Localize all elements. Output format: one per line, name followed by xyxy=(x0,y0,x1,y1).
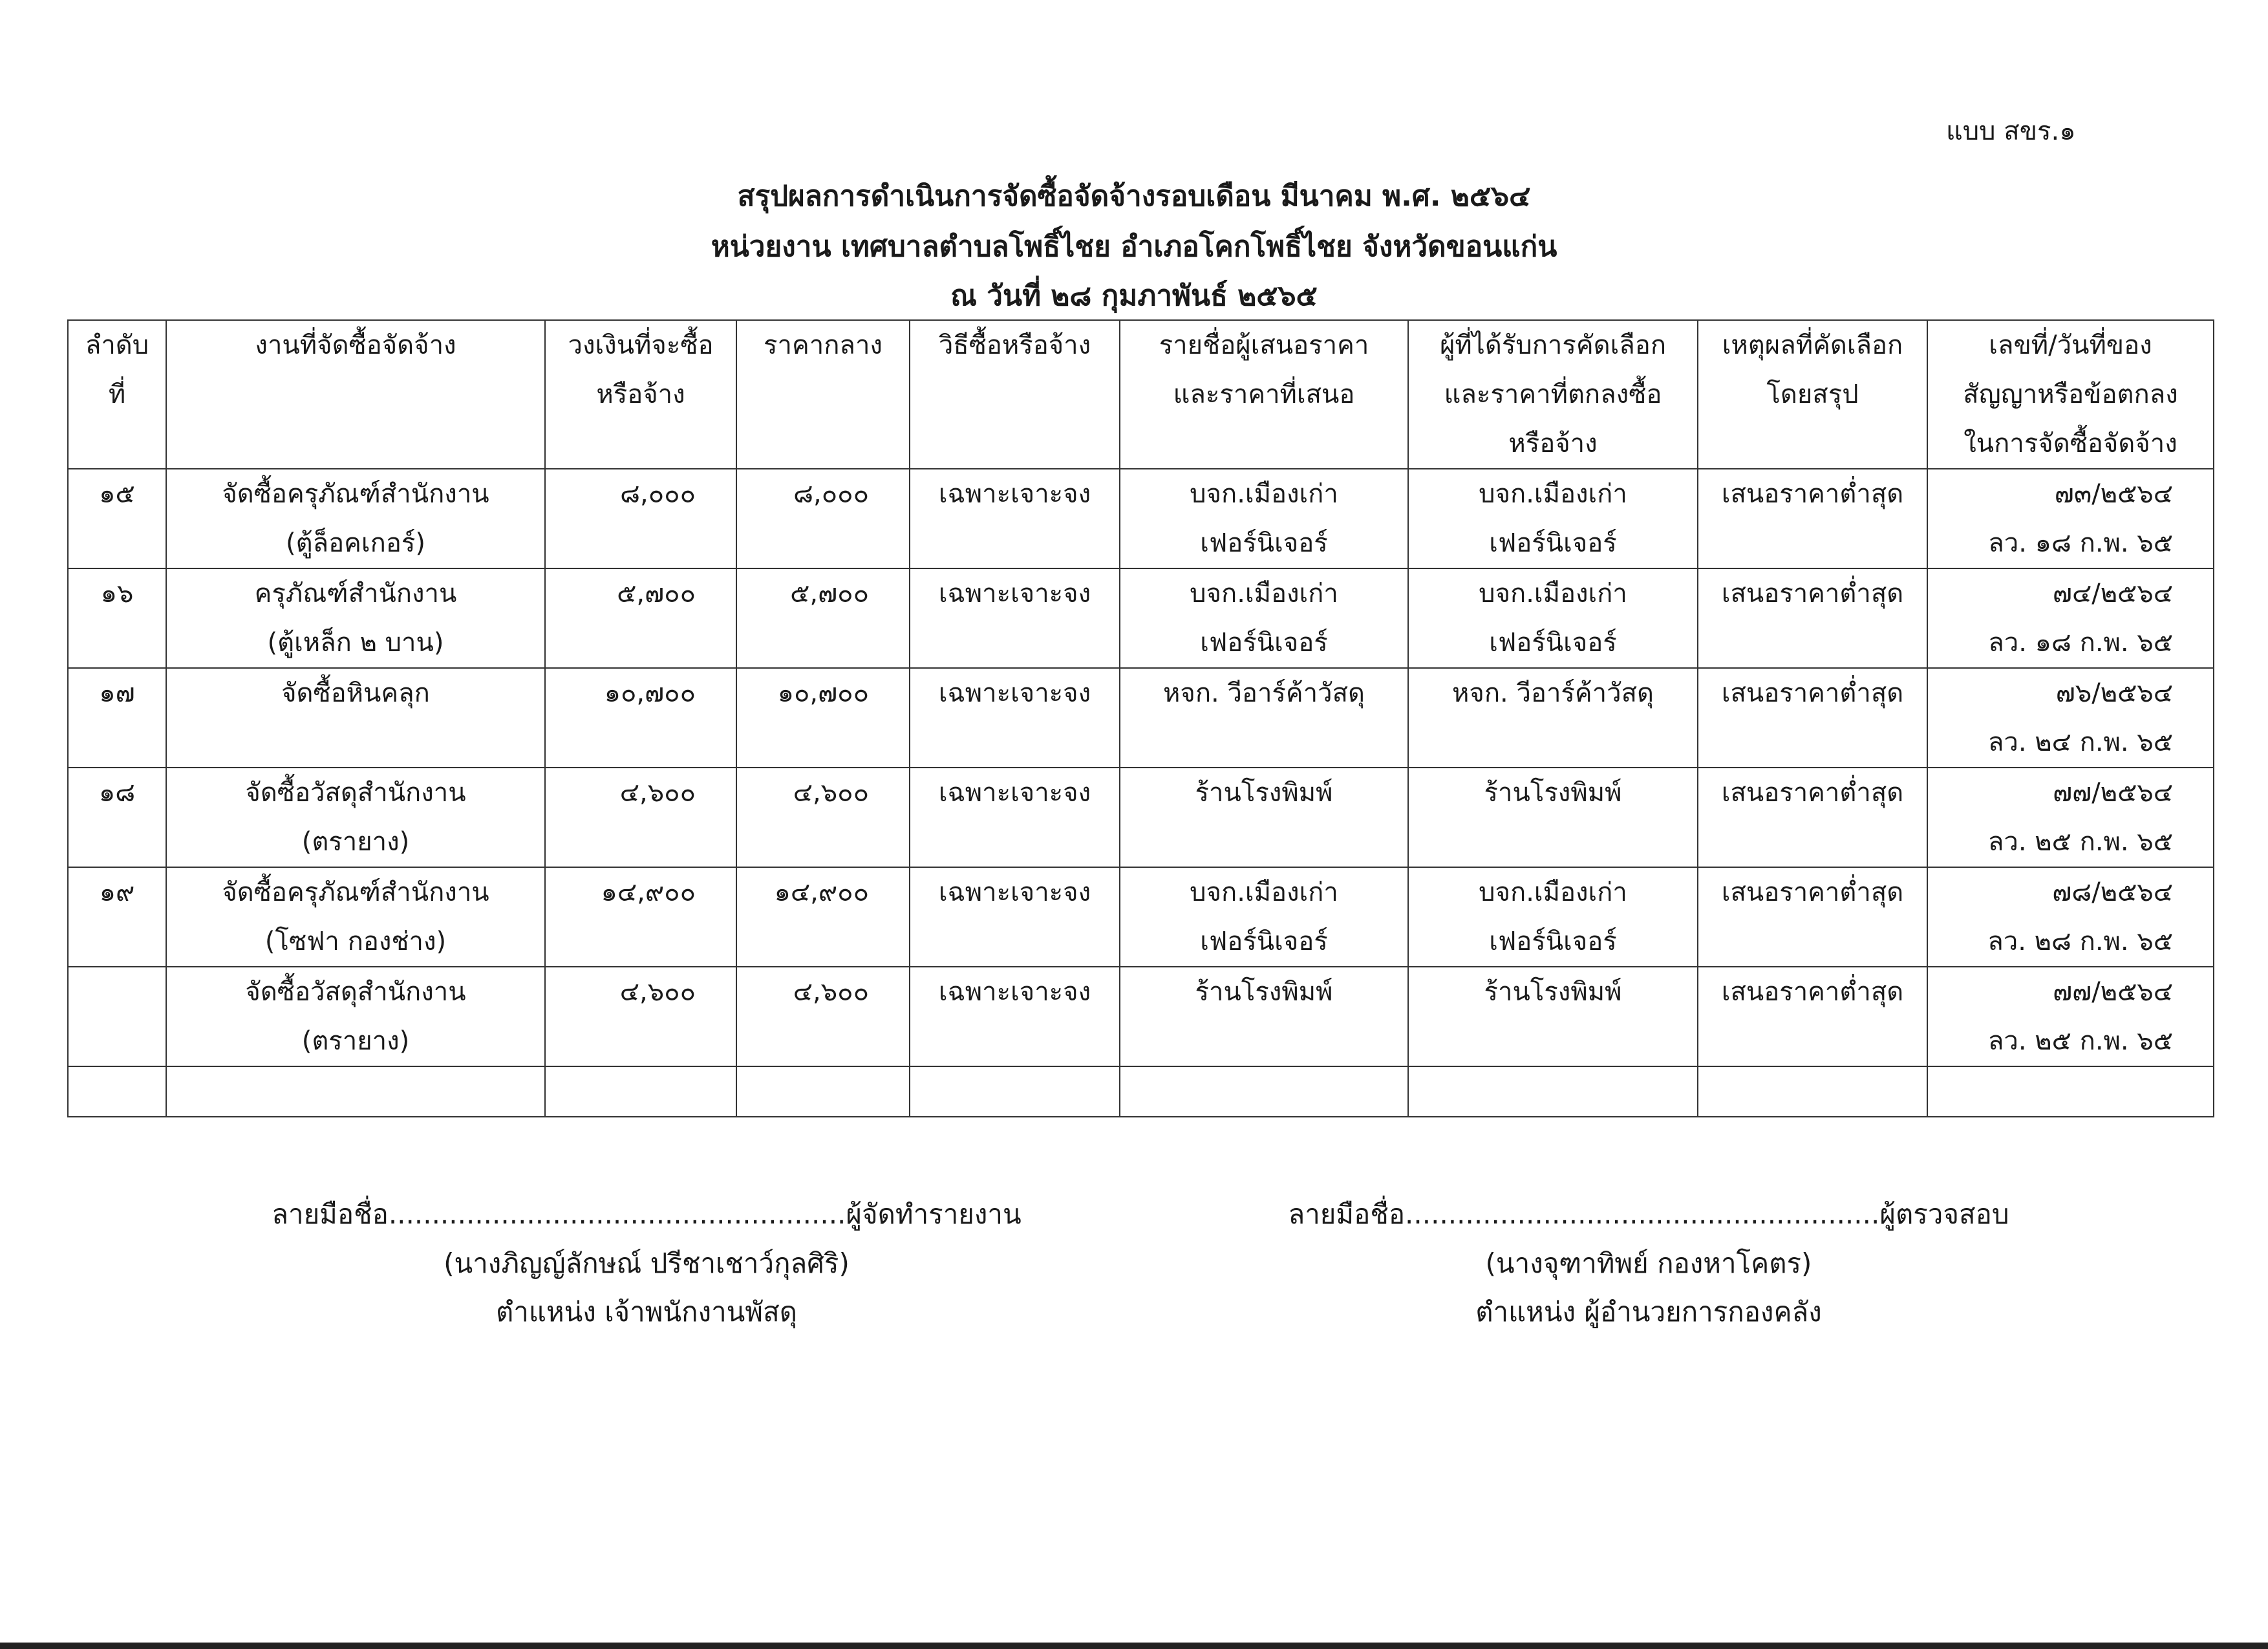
cell-work-line: จัดซื้อหินคลุก xyxy=(281,678,430,708)
column-header xyxy=(1698,320,1927,469)
cell-work-line: (ตู้ล็อคเกอร์) xyxy=(286,528,425,558)
cell-bidders xyxy=(1120,867,1408,967)
cell-work-line: (ตู้เหล็ก ๒ บาน) xyxy=(267,628,444,658)
column-header xyxy=(68,320,166,469)
cell-contract-line: ๗๗/๒๕๖๔ xyxy=(2053,778,2173,808)
signature-line: ลายมือชื่อ.....................................................ผู้จัดทำรายงาน xyxy=(272,1198,1022,1230)
cell-contract xyxy=(1927,867,2214,967)
column-header-text: งานที่จัดซื้อจัดจ้าง xyxy=(255,330,456,360)
empty-cell xyxy=(1408,1066,1698,1117)
cell-work xyxy=(166,768,545,867)
column-header-text: เหตุผลที่คัดเลือก xyxy=(1722,330,1903,360)
bottom-edge-rule xyxy=(0,1643,2268,1649)
cell-budget: ๔,๖๐๐ xyxy=(545,768,736,867)
signer-name: (นางจุฑาทิพย์ กองหาโคตร) xyxy=(1485,1247,1812,1279)
cell-work-line: (ตรายาง) xyxy=(301,1026,410,1056)
empty-cell xyxy=(166,1066,545,1117)
column-header-text: สัญญาหรือข้อตกลง xyxy=(1963,380,2178,409)
cell-work xyxy=(166,469,545,568)
column-header xyxy=(166,320,545,469)
column-header-text: และราคาที่ตกลงซื้อ xyxy=(1444,380,1662,409)
cell-work xyxy=(166,568,545,668)
cell-contract xyxy=(1927,668,2214,768)
cell-contract-line: ลว. ๑๘ ก.พ. ๖๕ xyxy=(1988,628,2173,658)
cell-contract-line: ๗๘/๒๕๖๔ xyxy=(2052,878,2173,907)
cell-bidders-line: ร้านโรงพิมพ์ xyxy=(1195,977,1333,1007)
cell-work-line: (โซฟา กองช่าง) xyxy=(264,927,447,956)
column-header-text: ราคากลาง xyxy=(764,330,883,360)
cell-median-price: ๑๔,๙๐๐ xyxy=(736,867,910,967)
report-date: ณ วันที่ ๒๘ กุมภาพันธ์ ๒๕๖๕ xyxy=(950,279,1318,312)
table-row xyxy=(68,768,2214,867)
cell-work-line: จัดซื้อครุภัณฑ์สำนักงาน xyxy=(222,878,489,907)
cell-bidders-line: เฟอร์นิเจอร์ xyxy=(1200,628,1328,658)
empty-cell xyxy=(1927,1066,2214,1117)
empty-cell xyxy=(910,1066,1120,1117)
table-row xyxy=(68,469,2214,568)
cell-budget: ๕,๗๐๐ xyxy=(545,568,736,668)
column-header-text: ที่ xyxy=(108,380,126,409)
cell-bidders-line: บจก.เมืองเก่า xyxy=(1190,479,1338,509)
cell-work-line: ครุภัณฑ์สำนักงาน xyxy=(254,579,457,609)
column-header-text: เลขที่/วันที่ของ xyxy=(1989,330,2152,360)
cell-median-price: ๑๐,๗๐๐ xyxy=(736,668,910,768)
cell-selected-line: บจก.เมืองเก่า xyxy=(1479,579,1627,609)
cell-bidders-line: เฟอร์นิเจอร์ xyxy=(1200,528,1328,558)
cell-selected xyxy=(1408,768,1698,867)
cell-no xyxy=(68,967,166,1066)
cell-selected-line: ร้านโรงพิมพ์ xyxy=(1484,778,1622,808)
cell-reason: เสนอราคาต่ำสุด xyxy=(1698,768,1927,867)
cell-reason: เสนอราคาต่ำสุด xyxy=(1698,668,1927,768)
cell-bidders xyxy=(1120,469,1408,568)
column-header xyxy=(545,320,736,469)
column-header xyxy=(736,320,910,469)
cell-contract xyxy=(1927,967,2214,1066)
cell-median-price: ๘,๐๐๐ xyxy=(736,469,910,568)
signer-position: ตำแหน่ง ผู้อำนวยการกองคลัง xyxy=(1475,1296,1822,1328)
cell-budget: ๘,๐๐๐ xyxy=(545,469,736,568)
cell-bidders xyxy=(1120,568,1408,668)
cell-reason: เสนอราคาต่ำสุด xyxy=(1698,867,1927,967)
procurement-table xyxy=(67,319,2214,1117)
cell-no: ๑๘ xyxy=(68,768,166,867)
cell-work-line: จัดซื้อวัสดุสำนักงาน xyxy=(245,778,466,808)
cell-no: ๑๕ xyxy=(68,469,166,568)
cell-median-price: ๔,๖๐๐ xyxy=(736,768,910,867)
cell-method: เฉพาะเจาะจง xyxy=(910,568,1120,668)
cell-contract xyxy=(1927,568,2214,668)
cell-median-price: ๔,๖๐๐ xyxy=(736,967,910,1066)
cell-no: ๑๖ xyxy=(68,568,166,668)
column-header-text: ในการจัดซื้อจัดจ้าง xyxy=(1963,429,2177,458)
cell-median-price: ๕,๗๐๐ xyxy=(736,568,910,668)
cell-contract-line: ลว. ๑๘ ก.พ. ๖๕ xyxy=(1988,528,2173,558)
cell-budget: ๔,๖๐๐ xyxy=(545,967,736,1066)
cell-contract-line: ๗๖/๒๕๖๔ xyxy=(2055,678,2173,708)
empty-cell xyxy=(545,1066,736,1117)
cell-bidders xyxy=(1120,768,1408,867)
cell-reason: เสนอราคาต่ำสุด xyxy=(1698,568,1927,668)
cell-contract-line: ลว. ๒๕ ก.พ. ๖๕ xyxy=(1987,1026,2173,1056)
column-header xyxy=(910,320,1120,469)
cell-selected-line: เฟอร์นิเจอร์ xyxy=(1489,628,1617,658)
column-header-text: และราคาที่เสนอ xyxy=(1173,380,1355,409)
cell-bidders-line: บจก.เมืองเก่า xyxy=(1190,878,1338,907)
cell-selected-line: เฟอร์นิเจอร์ xyxy=(1489,927,1617,956)
cell-bidders-line: บจก.เมืองเก่า xyxy=(1190,579,1338,609)
cell-method: เฉพาะเจาะจง xyxy=(910,469,1120,568)
cell-bidders xyxy=(1120,668,1408,768)
cell-selected xyxy=(1408,469,1698,568)
signer-name: (นางภิญญ์ลักษณ์ ปรีชาเชาว์กุลศิริ) xyxy=(444,1247,850,1279)
cell-selected-line: หจก. วีอาร์ค้าวัสดุ xyxy=(1452,678,1654,708)
cell-method: เฉพาะเจาะจง xyxy=(910,967,1120,1066)
table-row xyxy=(68,568,2214,668)
empty-cell xyxy=(1698,1066,1927,1117)
empty-cell xyxy=(1120,1066,1408,1117)
procurement-table-container xyxy=(67,319,2214,1117)
form-code: แบบ สขร.๑ xyxy=(1946,116,2076,146)
cell-budget: ๑๔,๙๐๐ xyxy=(545,867,736,967)
column-header xyxy=(1120,320,1408,469)
column-header-text: วิธีซื้อหรือจ้าง xyxy=(938,330,1091,360)
cell-contract-line: ลว. ๒๕ ก.พ. ๖๕ xyxy=(1987,827,2173,857)
cell-contract xyxy=(1927,469,2214,568)
cell-method: เฉพาะเจาะจง xyxy=(910,867,1120,967)
cell-bidders-line: หจก. วีอาร์ค้าวัสดุ xyxy=(1163,678,1365,708)
cell-bidders-line: ร้านโรงพิมพ์ xyxy=(1195,778,1333,808)
cell-work-line: (ตรายาง) xyxy=(301,827,410,857)
cell-work xyxy=(166,867,545,967)
column-header-text: วงเงินที่จะซื้อ xyxy=(568,330,714,360)
agency-line: หน่วยงาน เทศบาลตำบลโพธิ์ไชย อำเภอโคกโพธิ์ไชย จังหวัดขอนแก่น xyxy=(711,230,1557,263)
cell-bidders-line: เฟอร์นิเจอร์ xyxy=(1200,927,1328,956)
column-header-text: หรือจ้าง xyxy=(1508,429,1598,458)
cell-contract xyxy=(1927,768,2214,867)
report-title: สรุปผลการดำเนินการจัดซื้อจัดจ้างรอบเดือน มีนาคม พ.ศ. ๒๕๖๔ xyxy=(737,180,1531,213)
cell-contract-line: ๗๗/๒๕๖๔ xyxy=(2053,977,2173,1007)
cell-selected-line: เฟอร์นิเจอร์ xyxy=(1489,528,1617,558)
cell-contract-line: ๗๓/๒๕๖๔ xyxy=(2054,479,2173,509)
column-header-text: ผู้ที่ได้รับการคัดเลือก xyxy=(1439,330,1667,360)
cell-contract-line: ลว. ๒๘ ก.พ. ๖๕ xyxy=(1987,927,2173,956)
cell-no: ๑๙ xyxy=(68,867,166,967)
column-header-text: ลำดับ xyxy=(85,330,149,360)
cell-contract-line: ๗๔/๒๕๖๔ xyxy=(2052,579,2173,609)
cell-selected-line: บจก.เมืองเก่า xyxy=(1479,878,1627,907)
cell-reason: เสนอราคาต่ำสุด xyxy=(1698,967,1927,1066)
empty-cell xyxy=(68,1066,166,1117)
cell-bidders xyxy=(1120,967,1408,1066)
cell-method: เฉพาะเจาะจง xyxy=(910,768,1120,867)
cell-selected-line: ร้านโรงพิมพ์ xyxy=(1484,977,1622,1007)
cell-method: เฉพาะเจาะจง xyxy=(910,668,1120,768)
column-header xyxy=(1927,320,2214,469)
column-header-text: รายชื่อผู้เสนอราคา xyxy=(1159,330,1369,360)
cell-work xyxy=(166,668,545,768)
table-row xyxy=(68,967,2214,1066)
column-header-text: หรือจ้าง xyxy=(596,380,685,409)
signature-block-preparer xyxy=(259,1190,1034,1337)
column-header-text: โดยสรุป xyxy=(1766,380,1859,409)
column-header xyxy=(1408,320,1698,469)
empty-cell xyxy=(736,1066,910,1117)
signer-position: ตำแหน่ง เจ้าพนักงานพัสดุ xyxy=(496,1296,797,1328)
cell-contract-line: ลว. ๒๔ ก.พ. ๖๕ xyxy=(1987,727,2173,757)
cell-selected xyxy=(1408,568,1698,668)
cell-selected xyxy=(1408,967,1698,1066)
cell-work xyxy=(166,967,545,1066)
signature-line: ลายมือชื่อ.......................................................ผู้ตรวจสอบ xyxy=(1288,1198,2009,1230)
table-row xyxy=(68,867,2214,967)
cell-work-line: จัดซื้อวัสดุสำนักงาน xyxy=(245,977,466,1007)
table-header-row xyxy=(68,320,2214,469)
signature-block-reviewer xyxy=(1228,1190,2069,1337)
cell-reason: เสนอราคาต่ำสุด xyxy=(1698,469,1927,568)
cell-selected xyxy=(1408,867,1698,967)
cell-work-line: จัดซื้อครุภัณฑ์สำนักงาน xyxy=(222,479,489,509)
cell-selected xyxy=(1408,668,1698,768)
cell-no: ๑๗ xyxy=(68,668,166,768)
cell-selected-line: บจก.เมืองเก่า xyxy=(1479,479,1627,509)
cell-budget: ๑๐,๗๐๐ xyxy=(545,668,736,768)
table-body xyxy=(68,469,2214,1117)
table-row xyxy=(68,668,2214,768)
empty-row xyxy=(68,1066,2214,1117)
